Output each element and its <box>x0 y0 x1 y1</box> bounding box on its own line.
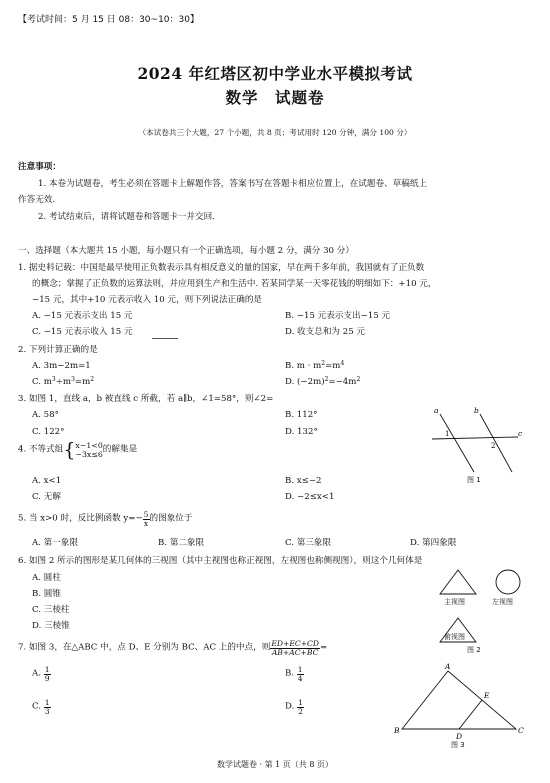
q7c-fraction <box>44 699 51 716</box>
triangle-abc <box>402 671 516 729</box>
exam-subtitle: 数学 试题卷 <box>225 88 325 107</box>
q2c-text-1: C. m <box>32 377 52 387</box>
question-6-option-a: A. 圆柱 <box>32 573 61 583</box>
question-5-option-a: A. 第一象限 <box>32 538 79 548</box>
q5-numerator: 5 <box>143 510 149 519</box>
question-7 <box>18 640 327 657</box>
question-1-option-b: B. −15 元表示支出−15 元 <box>285 311 391 321</box>
question-5-option-d: D. 第四象限 <box>410 538 457 548</box>
q7c-den: 3 <box>44 706 50 716</box>
question-2-option-c <box>32 377 94 389</box>
section-heading: 一、选择题（本大题共 15 小题，每小题只有一个正确选项，每小题 2 分，满分 30 分） <box>18 246 354 256</box>
q2c-exp-3: 2 <box>90 376 95 383</box>
question-4-option-b: B. x≤−2 <box>285 476 322 486</box>
q2b-text-2: =m <box>325 361 341 371</box>
front-view-triangle <box>440 570 476 594</box>
top-view-label: 俯视图 <box>444 633 465 641</box>
q2b-exp-2: 4 <box>340 360 345 367</box>
inequality-system <box>75 442 102 460</box>
figure-1-caption: 图 1 <box>467 476 481 484</box>
figure-3-caption: 图 3 <box>451 741 465 749</box>
question-6-option-b: B. 圆锥 <box>32 589 61 599</box>
q2c-exp-1: 3 <box>51 376 56 383</box>
figure-2-caption: 图 2 <box>467 646 481 654</box>
q4-text-post: 的解集是 <box>102 444 138 455</box>
vertex-a-label: A <box>445 662 451 671</box>
front-view-label: 主视图 <box>444 598 465 606</box>
q2d-exp-1: 2 <box>324 376 329 383</box>
question-6-option-d: D. 三棱锥 <box>32 621 70 631</box>
q7d-den: 2 <box>298 706 303 716</box>
q2d-text-2: =−4m <box>328 377 357 387</box>
q7d-label: D. <box>285 701 295 712</box>
side-view-label: 左视图 <box>492 598 513 606</box>
q2c-exp-2: 3 <box>71 376 75 383</box>
question-4-option-a: A. x<1 <box>32 476 62 486</box>
q5-text-post: 的图象位于 <box>149 513 193 524</box>
question-3-option-d: D. 132° <box>285 427 318 437</box>
question-1-line-2: 的概念；掌握了正负数的运算法则，并应用到生产和生活中. 若某同学某一天零花钱的明细如下：+10 元， <box>32 279 437 289</box>
vertex-c-label: C <box>518 726 524 735</box>
q7c-label: C. <box>32 701 42 712</box>
q2b-exp-1: 2 <box>321 360 326 367</box>
question-2: 2. 下列计算正确的是 <box>18 345 98 355</box>
q7c-num: 1 <box>44 698 50 707</box>
vertex-b-label: B <box>394 726 400 735</box>
label-c: c <box>518 429 523 438</box>
question-4 <box>18 441 137 460</box>
angle-1-label: 1 <box>445 430 450 438</box>
notice-item-1-cont: 作答无效. <box>18 195 56 205</box>
question-4-option-c: C. 无解 <box>32 492 61 502</box>
q7-text-pre: 7. 如图 3，在△ABC 中，点 D、E 分别为 BC、AC 上的中点，则 <box>18 642 271 653</box>
exam-intro: （本试卷共三个大题，27 个小题，共 8 页；考试用时 120 分钟，满分 100 分） <box>138 128 412 137</box>
q7d-num: 1 <box>298 698 303 707</box>
label-b: b <box>474 406 479 415</box>
q2d-text-1: D. (−2m) <box>285 377 325 387</box>
q7-text-post: = <box>319 642 328 653</box>
answer-blank <box>152 338 178 339</box>
question-7-option-d <box>285 699 304 716</box>
q2b-text-1: B. m · m <box>285 361 322 371</box>
q2d-exp-2: 2 <box>356 376 361 383</box>
q5-fraction <box>143 511 150 528</box>
question-7-option-b <box>285 666 304 683</box>
question-5-option-b: B. 第二象限 <box>158 538 205 548</box>
q4-text-pre: 4. 不等式组 <box>18 444 64 455</box>
question-4-option-d: D. −2≤x<1 <box>285 492 335 502</box>
q5-text-pre: 5. 当 x>0 时，反比例函数 y=− <box>18 513 143 524</box>
q7-fraction <box>270 640 320 657</box>
angle-2-label: 2 <box>491 442 496 450</box>
question-3: 3. 如图 1，直线 a，b 被直线 c 所截，若 a∥b，∠1=58°，则∠2= <box>18 394 274 404</box>
page-footer: 数学试题卷 · 第 1 页（共 8 页） <box>217 760 333 769</box>
point-d-label: D <box>456 732 463 741</box>
q7-denominator: AB+AC+BC <box>271 647 319 657</box>
segment-de <box>459 700 482 729</box>
question-2-option-b <box>285 361 344 373</box>
notice-item-2: 2. 考试结束后，请将试题卷和答题卡一并交回. <box>38 212 215 222</box>
question-1-option-c: C. −15 元表示收入 15 元 <box>32 327 133 337</box>
figure-1-diagram <box>428 402 524 474</box>
question-1-option-d: D. 收支总和为 25 元 <box>285 327 366 337</box>
brace-icon: { <box>63 439 76 461</box>
q7b-num: 1 <box>297 665 303 674</box>
q7-numerator: ED+EC+CD <box>271 639 319 648</box>
question-1-line-3: −15 元，其中+10 元表示收入 10 元，则下列说法正确的是 <box>32 295 263 305</box>
question-1-option-a: A. −15 元表示支出 15 元 <box>32 311 133 321</box>
q7b-label: B. <box>285 668 295 679</box>
q7a-fraction <box>44 666 51 683</box>
inequality-2: −3x≤6 <box>75 449 103 459</box>
question-1-line-1: 1. 据史料记载：中国是最早使用正负数表示具有相反意义的量的国家，早在两千多年前，我国就有了正负数 <box>18 263 425 273</box>
line-b <box>480 414 512 472</box>
q7a-num: 1 <box>44 665 50 674</box>
q5-denominator: x <box>143 518 149 528</box>
q7a-label: A. <box>32 668 41 679</box>
q2c-text-2: ÷m <box>55 377 72 387</box>
question-3-option-a: A. 58° <box>32 410 59 420</box>
question-7-option-a <box>32 666 51 683</box>
question-6-option-c: C. 三棱柱 <box>32 605 70 615</box>
q7a-den: 9 <box>44 673 50 683</box>
point-e-label: E <box>484 691 490 700</box>
exam-title: 2024 年红塔区初中学业水平模拟考试 <box>137 64 413 83</box>
figure-3-diagram <box>394 661 526 743</box>
q7b-fraction <box>297 666 304 683</box>
question-6: 6. 如图 2 所示的图形是某几何体的三视图（其中主视图也称正视图，左视图也称侧视图），则这个几何体是 <box>18 556 423 566</box>
line-a <box>440 414 474 472</box>
question-2-option-d <box>285 377 360 389</box>
question-3-option-b: B. 112° <box>285 410 318 420</box>
question-5-option-c: C. 第三象限 <box>285 538 332 548</box>
question-2-option-a: A. 3m−2m=1 <box>32 361 91 371</box>
question-5 <box>18 511 192 528</box>
notice-heading: 注意事项： <box>18 162 61 172</box>
notice-item-1: 1. 本卷为试题卷，考生必须在答题卡上解题作答，答案书写在答题卡相应位置上，在试题卷、草稿纸上 <box>38 179 428 189</box>
question-7-option-c <box>32 699 51 716</box>
inequality-1: x−1<0 <box>75 440 103 450</box>
q2c-text-3: =m <box>74 377 91 387</box>
question-3-option-c: C. 122° <box>32 427 65 437</box>
label-a: a <box>434 406 439 415</box>
q7b-den: 4 <box>297 673 303 683</box>
q7d-fraction <box>297 699 304 716</box>
exam-time: 【考试时间：5 月 15 日 08：30~10：30】 <box>18 15 199 25</box>
side-view-circle <box>496 570 520 594</box>
